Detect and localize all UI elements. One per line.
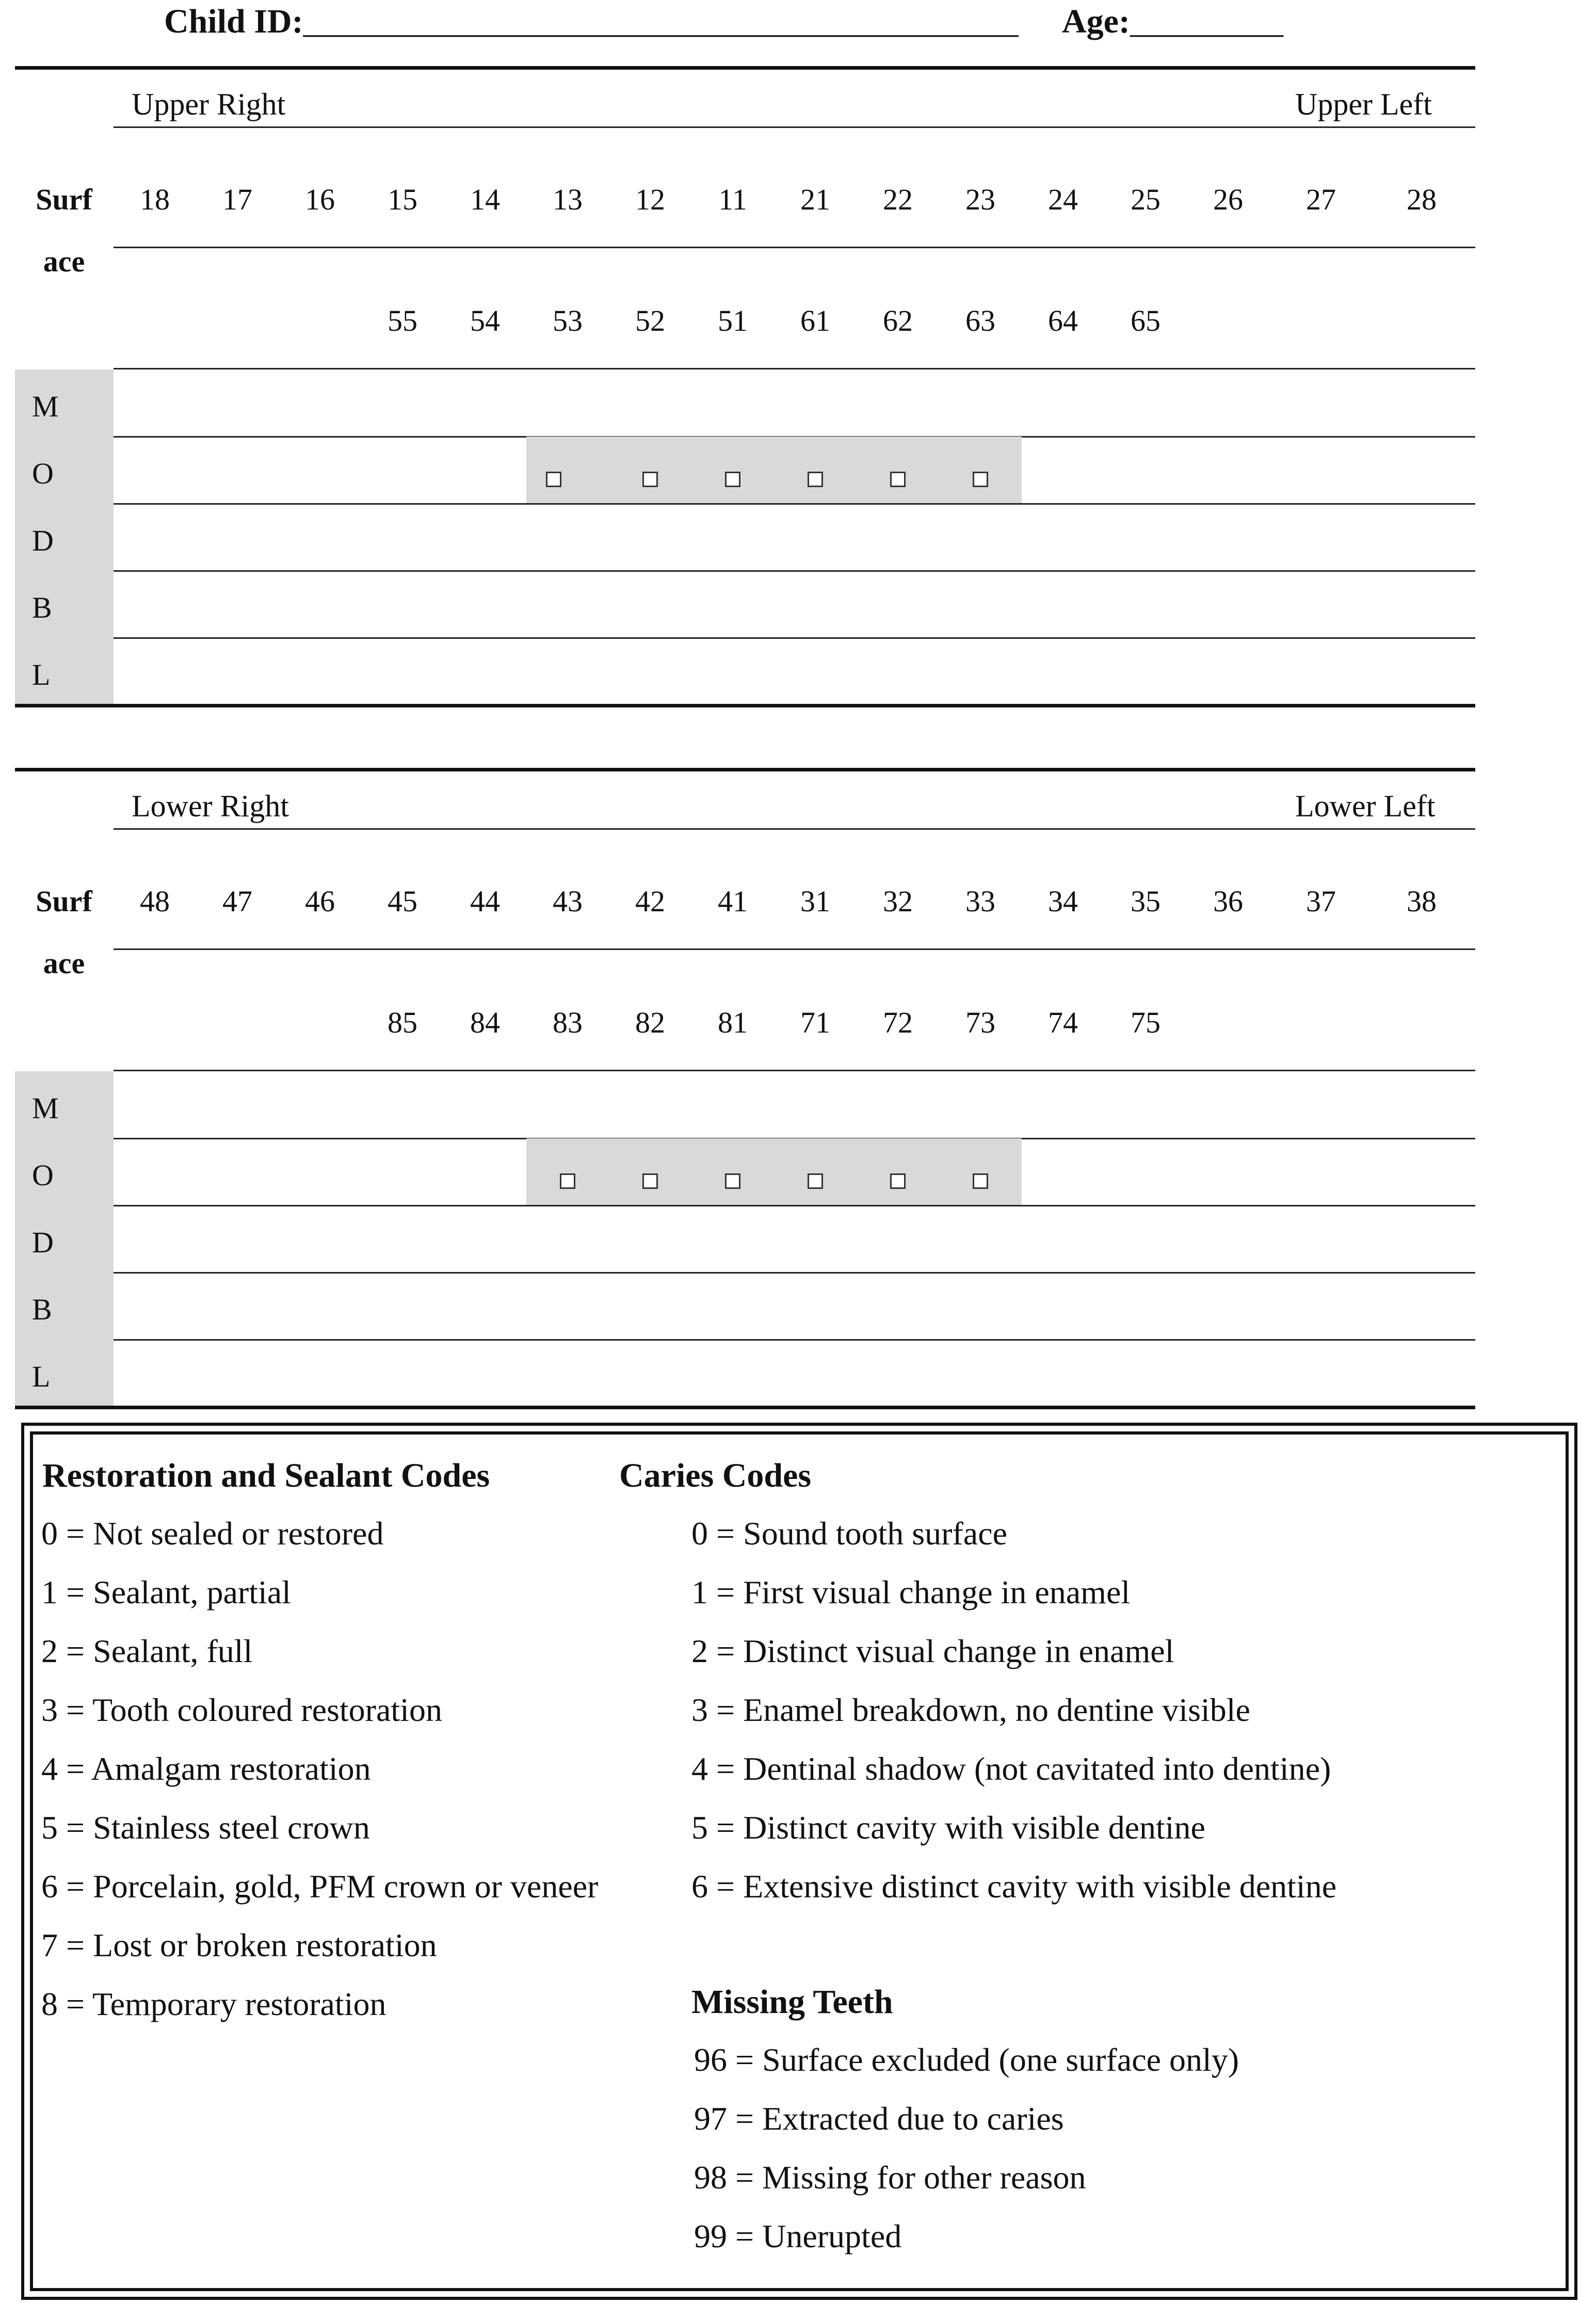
restoration-code-item: 1 = Sealant, partial (41, 1574, 291, 1611)
caries-code-item: 3 = Enamel breakdown, no dentine visible (691, 1692, 1250, 1728)
lower-tooth-number: 43 (553, 884, 583, 918)
missing-code-item: 96 = Surface excluded (one surface only) (694, 2041, 1239, 2078)
upper-row-label-o: O (32, 457, 54, 490)
lower-row-label-b: B (32, 1293, 52, 1326)
upper-primary-tooth-number: 55 (388, 304, 417, 337)
age-label: Age: (1062, 3, 1130, 40)
caries-code-item: 2 = Distinct visual change in enamel (691, 1633, 1174, 1669)
caries-code-item: 1 = First visual change in enamel (691, 1574, 1131, 1611)
upper-primary-tooth-number: 54 (470, 304, 500, 337)
upper-row-label-l: L (32, 658, 51, 691)
upper-primary-tooth-number: 63 (965, 304, 995, 337)
lower-row-label-cell (15, 1071, 114, 1138)
upper-row-label-cell (15, 437, 114, 504)
caries-code-item: 6 = Extensive distinct cavity with visible dentine (691, 1868, 1337, 1905)
upper-row-label-b: B (32, 591, 52, 624)
upper-tooth-number: 27 (1306, 183, 1336, 216)
lower-row-label-d: D (32, 1226, 54, 1259)
upper-row-rule (114, 570, 1475, 572)
upper-tooth-number: 21 (800, 183, 830, 216)
upper-row-label-cell (15, 504, 114, 571)
lower-row-rule (114, 1272, 1475, 1274)
caries-code-item: 4 = Dentinal shadow (not cavitated into dentine) (691, 1750, 1331, 1787)
upper-row-label-cell (15, 638, 114, 705)
lower-primary-tooth-number: 72 (883, 1006, 913, 1039)
upper-tooth-number: 13 (553, 183, 583, 216)
lower-occlusal-checkbox[interactable] (973, 1173, 988, 1189)
upper-tooth-number: 14 (470, 183, 500, 216)
lower-tooth-number: 45 (388, 884, 417, 918)
upper-primary-tooth-number: 64 (1048, 304, 1078, 337)
restoration-code-item: 0 = Not sealed or restored (41, 1515, 384, 1552)
upper-tooth-number: 12 (635, 183, 665, 216)
lower-top-rule (15, 768, 1475, 771)
lower-occlusal-checkbox[interactable] (808, 1173, 823, 1189)
upper-right-quadrant-label: Upper Right (132, 87, 286, 121)
restoration-code-item: 3 = Tooth coloured restoration (41, 1692, 442, 1728)
upper-occlusal-shaded-area (526, 437, 1022, 504)
lower-primary-tooth-number: 84 (470, 1006, 500, 1039)
lower-row-label-o: O (32, 1158, 54, 1192)
upper-occlusal-checkbox[interactable] (546, 472, 561, 487)
missing-code-item: 99 = Unerupted (694, 2218, 902, 2254)
missing-code-item: 98 = Missing for other reason (694, 2159, 1086, 2196)
child-id-label: Child ID: (164, 3, 303, 40)
upper-occlusal-checkbox[interactable] (808, 472, 823, 487)
upper-tooth-number: 15 (388, 183, 417, 216)
lower-primary-tooth-number: 85 (388, 1006, 417, 1039)
missing-teeth-title: Missing Teeth (691, 1983, 893, 2021)
upper-row-label-d: D (32, 524, 54, 557)
restoration-code-item: 7 = Lost or broken restoration (41, 1927, 437, 1963)
lower-right-quadrant-label: Lower Right (132, 789, 289, 823)
lower-row-label-cell (15, 1138, 114, 1205)
upper-tooth-number: 23 (965, 183, 995, 216)
lower-tooth-number: 46 (305, 884, 335, 918)
child-id-field[interactable] (164, 2, 1019, 41)
lower-tooth-number: 35 (1131, 884, 1160, 918)
lower-primary-tooth-number: 75 (1131, 1006, 1160, 1039)
upper-primary-tooth-number: 61 (800, 304, 830, 337)
lower-occlusal-checkbox[interactable] (560, 1173, 575, 1189)
upper-tooth-number: 28 (1407, 183, 1437, 216)
lower-left-quadrant-label: Lower Left (1295, 789, 1436, 823)
upper-occlusal-checkbox[interactable] (973, 472, 988, 487)
lower-tooth-number: 42 (635, 884, 665, 918)
lower-row-label-l: L (32, 1360, 51, 1393)
upper-tooth-number: 16 (305, 183, 335, 216)
lower-tooth-number: 41 (718, 884, 748, 918)
upper-tooth-number: 11 (718, 183, 747, 216)
upper-tooth-number: 17 (222, 183, 252, 216)
restoration-code-item: 5 = Stainless steel crown (41, 1809, 370, 1846)
lower-row-rule (114, 1205, 1475, 1206)
upper-primary-tooth-number: 52 (635, 304, 665, 337)
upper-primary-tooth-number: 65 (1131, 304, 1160, 337)
lower-tooth-number: 34 (1048, 884, 1078, 918)
upper-primary-rule (114, 368, 1475, 369)
upper-occlusal-checkbox[interactable] (725, 472, 740, 487)
upper-row-label-cell (15, 571, 114, 638)
lower-occlusal-checkbox[interactable] (890, 1173, 906, 1189)
upper-row-label-cell (15, 369, 114, 437)
upper-tooth-number: 24 (1048, 183, 1078, 216)
upper-primary-tooth-number: 62 (883, 304, 913, 337)
lower-row-label-cell (15, 1340, 114, 1407)
lower-occlusal-shaded-area (526, 1138, 1022, 1205)
lower-bottom-rule (15, 1406, 1475, 1409)
upper-quadrant-rule (114, 126, 1475, 128)
lower-primary-rule (114, 1070, 1475, 1071)
age-field[interactable] (1062, 2, 1283, 41)
caries-code-item: 0 = Sound tooth surface (691, 1515, 1007, 1552)
restoration-code-item: 2 = Sealant, full (41, 1633, 253, 1669)
lower-row-label-cell (15, 1273, 114, 1340)
lower-tooth-number: 36 (1213, 884, 1243, 918)
upper-primary-tooth-number: 53 (553, 304, 583, 337)
lower-tooth-number: 44 (470, 884, 500, 918)
lower-quadrant-rule (114, 828, 1475, 830)
lower-tooth-number: 32 (883, 884, 913, 918)
lower-primary-tooth-number: 74 (1048, 1006, 1078, 1039)
upper-tooth-number: 25 (1131, 183, 1160, 216)
upper-tooth-number: 22 (883, 183, 913, 216)
upper-bottom-rule (15, 704, 1475, 707)
lower-row-label-cell (15, 1205, 114, 1273)
child-id-blank: __________________________________________ (303, 3, 1019, 40)
upper-row-label-m: M (32, 390, 59, 423)
upper-top-rule (15, 66, 1475, 70)
upper-occlusal-checkbox[interactable] (890, 472, 906, 487)
upper-primary-tooth-number: 51 (718, 304, 748, 337)
lower-tooth-number: 38 (1407, 884, 1437, 918)
caries-codes-title: Caries Codes (619, 1457, 812, 1494)
restoration-codes-title: Restoration and Sealant Codes (42, 1457, 490, 1494)
upper-permanent-rule (114, 247, 1475, 248)
restoration-code-item: 4 = Amalgam restoration (41, 1750, 371, 1787)
upper-tooth-number: 18 (140, 183, 170, 216)
upper-left-quadrant-label: Upper Left (1295, 87, 1432, 121)
lower-tooth-number: 37 (1306, 884, 1336, 918)
restoration-code-item: 6 = Porcelain, gold, PFM crown or veneer (41, 1868, 599, 1905)
lower-primary-tooth-number: 71 (800, 1006, 830, 1039)
lower-tooth-number: 48 (140, 884, 170, 918)
age-blank: _________ (1130, 3, 1283, 40)
caries-code-item: 5 = Distinct cavity with visible dentine (691, 1809, 1205, 1846)
upper-row-rule (114, 503, 1475, 505)
lower-row-label-m: M (32, 1091, 59, 1125)
restoration-code-item: 8 = Temporary restoration (41, 1986, 386, 2022)
lower-surface-label-2: ace (43, 946, 85, 980)
lower-tooth-number: 33 (965, 884, 995, 918)
upper-surface-label-1: Surf (36, 183, 92, 216)
upper-tooth-number: 26 (1213, 183, 1243, 216)
lower-tooth-number: 31 (800, 884, 830, 918)
missing-code-item: 97 = Extracted due to caries (694, 2100, 1064, 2137)
lower-primary-tooth-number: 73 (965, 1006, 995, 1039)
lower-occlusal-checkbox[interactable] (642, 1173, 658, 1189)
lower-primary-tooth-number: 82 (635, 1006, 665, 1039)
upper-surface-label-2: ace (43, 245, 85, 278)
lower-primary-tooth-number: 83 (553, 1006, 583, 1039)
lower-occlusal-checkbox[interactable] (725, 1173, 740, 1189)
upper-occlusal-checkbox[interactable] (642, 472, 658, 487)
lower-row-rule (114, 1339, 1475, 1341)
upper-row-rule (114, 637, 1475, 639)
lower-primary-tooth-number: 81 (718, 1006, 748, 1039)
lower-tooth-number: 47 (222, 884, 252, 918)
lower-surface-label-1: Surf (36, 884, 92, 918)
lower-permanent-rule (114, 948, 1475, 950)
